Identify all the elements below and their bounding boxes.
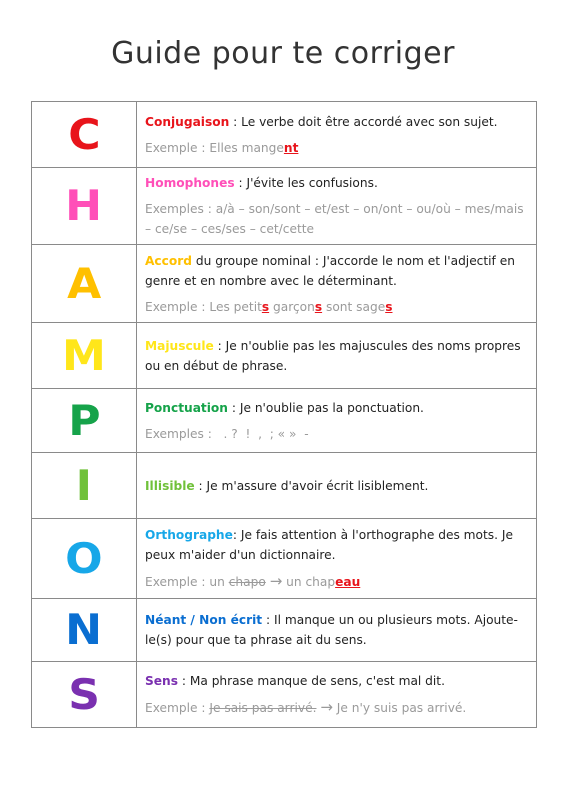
row-sens (32, 662, 537, 728)
row-accord (32, 245, 537, 323)
letter-a: A (66, 258, 102, 308)
letter-p: P (67, 395, 101, 445)
rule-text: : Je fais attention à l'orthographe des mots. Je peux m'aider d'un dictionnaire. (145, 528, 513, 562)
keyword-neant: Néant / Non écrit (145, 613, 263, 627)
letter-h: H (65, 181, 103, 230)
rule-text: : Le verbe doit être accordé avec son sujet. (229, 114, 498, 129)
example: Exemple : Les petits garçons sont sages (145, 299, 393, 314)
row-ponctuation (32, 389, 537, 453)
example: Exemple : Elles mangent (145, 140, 299, 155)
keyword-conjugaison: Conjugaison (145, 114, 230, 129)
example: Exemples : . ? ! , ; « » - (145, 426, 309, 441)
keyword-homophones: Homophones (145, 176, 235, 190)
letter-i: I (75, 460, 93, 510)
arrow-right-icon: → (320, 698, 333, 716)
keyword-sens: Sens (145, 674, 178, 688)
page-title: Guide pour te corriger (111, 36, 455, 71)
keyword-orthographe: Orthographe (145, 528, 233, 542)
keyword-majuscule: Majuscule (145, 338, 214, 353)
correction-guide-table (31, 101, 537, 728)
rule-text: du groupe nominal : J'accorde le nom et l'adjectif en genre et en nombre avec le déterminant. (145, 253, 515, 288)
letter-n: N (65, 605, 103, 654)
row-illisible (32, 453, 537, 519)
rule-text: : Je n'oublie pas la ponctuation. (228, 400, 424, 415)
row-homophones (32, 168, 537, 245)
arrow-right-icon: → (269, 572, 283, 590)
letter-c: C (67, 109, 101, 159)
example: Exemple : un chapo → un chapeau (145, 572, 361, 590)
example: Exemples : a/à – son/sont – et/est – on/ont – ou/où – mes/mais – ce/se – ces/ses – cet/cette (145, 202, 524, 236)
keyword-accord: Accord (145, 253, 192, 268)
row-orthographe (32, 519, 537, 599)
row-majuscule (32, 323, 537, 389)
letter-m: M (62, 330, 106, 380)
example: Exemple : Je sais pas arrivé. → Je n'y suis pas arrivé. (145, 698, 467, 716)
rule-text: : Je n'oublie pas les majuscules des noms propres ou en début de phrase. (145, 338, 521, 373)
rule-text: : Ma phrase manque de sens, c'est mal dit. (177, 674, 445, 688)
keyword-ponctuation: Ponctuation (145, 400, 228, 415)
rule-text: : J'évite les confusions. (234, 176, 378, 190)
keyword-illisible: Illisible (145, 478, 195, 493)
letter-o: O (65, 533, 103, 583)
rule-text: : Je m'assure d'avoir écrit lisiblement. (194, 478, 429, 493)
row-conjugaison (32, 102, 537, 168)
letter-s: S (68, 669, 100, 719)
rule-text: : Il manque un ou plusieurs mots. Ajoute-le(s) pour que ta phrase ait du sens. (145, 613, 518, 647)
row-neant (32, 599, 537, 662)
